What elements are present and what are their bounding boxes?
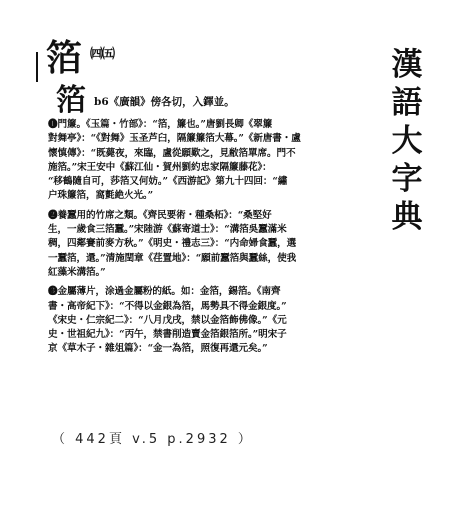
definition-line: “移鶴隨自可，莎箔又何妨。”《西游記》第九十四回：“繡 [48, 176, 288, 188]
sub-headword: 箔 [56, 83, 86, 118]
handwritten-page-note: （ 442頁 v.5 p.2932 ） [52, 432, 254, 447]
definition-line: 生，一歲食三箔蠶。”宋陸游《蘇寄道士》：“溝箔吳蠶滿米 [48, 224, 287, 236]
definition-line: ❸金屬薄片，涂過金屬粉的紙。如：金箔，錫箔。《南齊 [48, 286, 281, 298]
definition-line: 京《草木子・雜俎篇》：“金一為箔，照復再還元矣。” [48, 343, 268, 355]
definition-line: 一蠶箔，還。”清施閏章《荏置地》：“願前蠶箔與蠶絲，使我 [48, 252, 297, 264]
definition-line: 史・世祖紀九》：“丙午，禁書削造賣金箔銀箔所。”明宋子 [48, 329, 287, 341]
definition-line: 對舞亭》：“《對舞》玉圣芦臼，隔簾簾箔大幕。”《新唐書・盧 [48, 133, 301, 145]
definition-line: 書・高帝紀下》：“不得以金銀為箔，馬勢具不得金銀度。” [48, 300, 287, 312]
headword-radical: ㈣㈤ [90, 47, 115, 62]
definition-line: 懷慎傳》：“既薨夜，來臨，盧從願歎之，見敝箔單席。門不 [48, 147, 296, 159]
definition-line: 紅藻米溝箔。” [48, 266, 106, 278]
definition-line: 《宋史・仁宗紀二》：“八月戊戌，禁以金箔飾佛像。”《元 [48, 314, 287, 326]
headword: 箔 [46, 37, 83, 79]
definition-body [48, 118, 366, 357]
book-title: 漢語大字典 [391, 47, 423, 235]
definition-line: ❶門簾。《玉篇・竹部》：“箔，簾也。”唐劉長卿《翠簾 [48, 119, 273, 130]
definition-line: 户珠簾箔，窩氈絶火光。” [48, 190, 154, 202]
definition-line: ❷養蠶用的竹席之類。《齊民要術・種桑柘》：“桑堅好 [48, 209, 272, 221]
definition-line: 施箔。”宋王安中《蘇江仙・賀州劉約忠家隔簾藤花》： [48, 161, 272, 173]
pronunciation-note: b6《廣韻》傍各切，入鐸並。 [94, 96, 235, 108]
definition-line: 稠，四鄰賽前麥方秋。”《明史・禮志三》：“内命婦食蠶，選 [48, 238, 297, 250]
entry-bracket [36, 52, 38, 82]
